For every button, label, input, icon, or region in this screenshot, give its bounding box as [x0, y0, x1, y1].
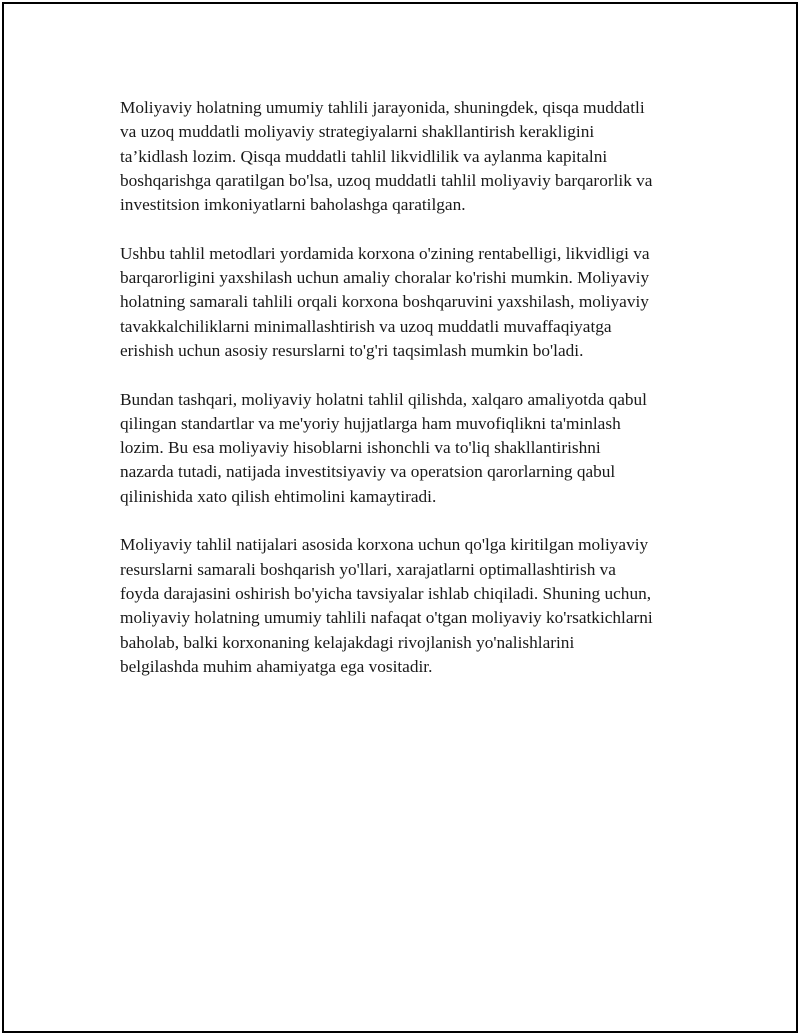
text-line: resurslarni samarali boshqarish yo'llari, xarajatlarni optimallashtirish va	[120, 559, 616, 579]
text-line: nazarda tutadi, natijada investitsiyaviy va operatsion qarorlarning qabul	[120, 462, 616, 482]
text-line: investitsion imkoniyatlarni baholashga qaratilgan.	[120, 195, 466, 215]
text-line: qilingan standartlar va me'yoriy hujjatlarga ham muvofiqlikni ta'minlash	[120, 413, 621, 433]
text-line: Ushbu tahlil metodlari yordamida korxona o'zining rentabelligi, likvidligi va	[120, 243, 650, 263]
text-line: belgilashda muhim ahamiyatga ega vositadir.	[120, 656, 433, 676]
text-line: barqarorligini yaxshilash uchun amaliy choralar ko'rishi mumkin. Moliyaviy	[120, 268, 650, 288]
paragraph-4	[120, 533, 700, 679]
text-line: foyda darajasini oshirish bo'yicha tavsiyalar ishlab chiqiladi. Shuning uchun,	[120, 583, 652, 603]
paragraph-1	[120, 96, 700, 217]
paragraph-2	[120, 242, 700, 363]
text-line: Moliyaviy tahlil natijalari asosida korxona uchun qo'lga kiritilgan moliyaviy	[120, 535, 649, 555]
page-frame	[2, 2, 798, 1033]
paragraph-3	[120, 388, 700, 509]
text-line: va uzoq muddatli moliyaviy strategiyalarni shakllantirish kerakligini	[120, 122, 595, 142]
text-line: qilinishida xato qilish ehtimolini kamaytiradi.	[120, 486, 437, 506]
text-line: moliyaviy holatning umumiy tahlili nafaqat o'tgan moliyaviy ko'rsatkichlarni	[120, 608, 653, 628]
text-line: Moliyaviy holatning umumiy tahlili jarayonida, shuningdek, qisqa muddatli	[120, 98, 645, 117]
text-line: boshqarishga qaratilgan bo'lsa, uzoq muddatli tahlil moliyaviy barqarorlik va	[120, 170, 653, 190]
text-line: lozim. Bu esa moliyaviy hisoblarni ishonchli va to'liq shakllantirishni	[120, 438, 601, 458]
text-line: Bundan tashqari, moliyaviy holatni tahlil qilishda, xalqaro amaliyotda qabul	[120, 389, 647, 409]
document-body	[120, 96, 700, 703]
text-line: tavakkalchiliklarni minimallashtirish va uzoq muddatli muvaffaqiyatga	[120, 316, 612, 336]
text-line: holatning samarali tahlili orqali korxona boshqaruvini yaxshilash, moliyaviy	[120, 292, 649, 312]
text-line: ta’kidlash lozim. Qisqa muddatli tahlil likvidlilik va aylanma kapitalni	[120, 146, 608, 166]
text-line: erishish uchun asosiy resurslarni to'g'ri taqsimlash mumkin bo'ladi.	[120, 340, 584, 360]
text-line: baholab, balki korxonaning kelajakdagi rivojlanish yo'nalishlarini	[120, 632, 575, 652]
